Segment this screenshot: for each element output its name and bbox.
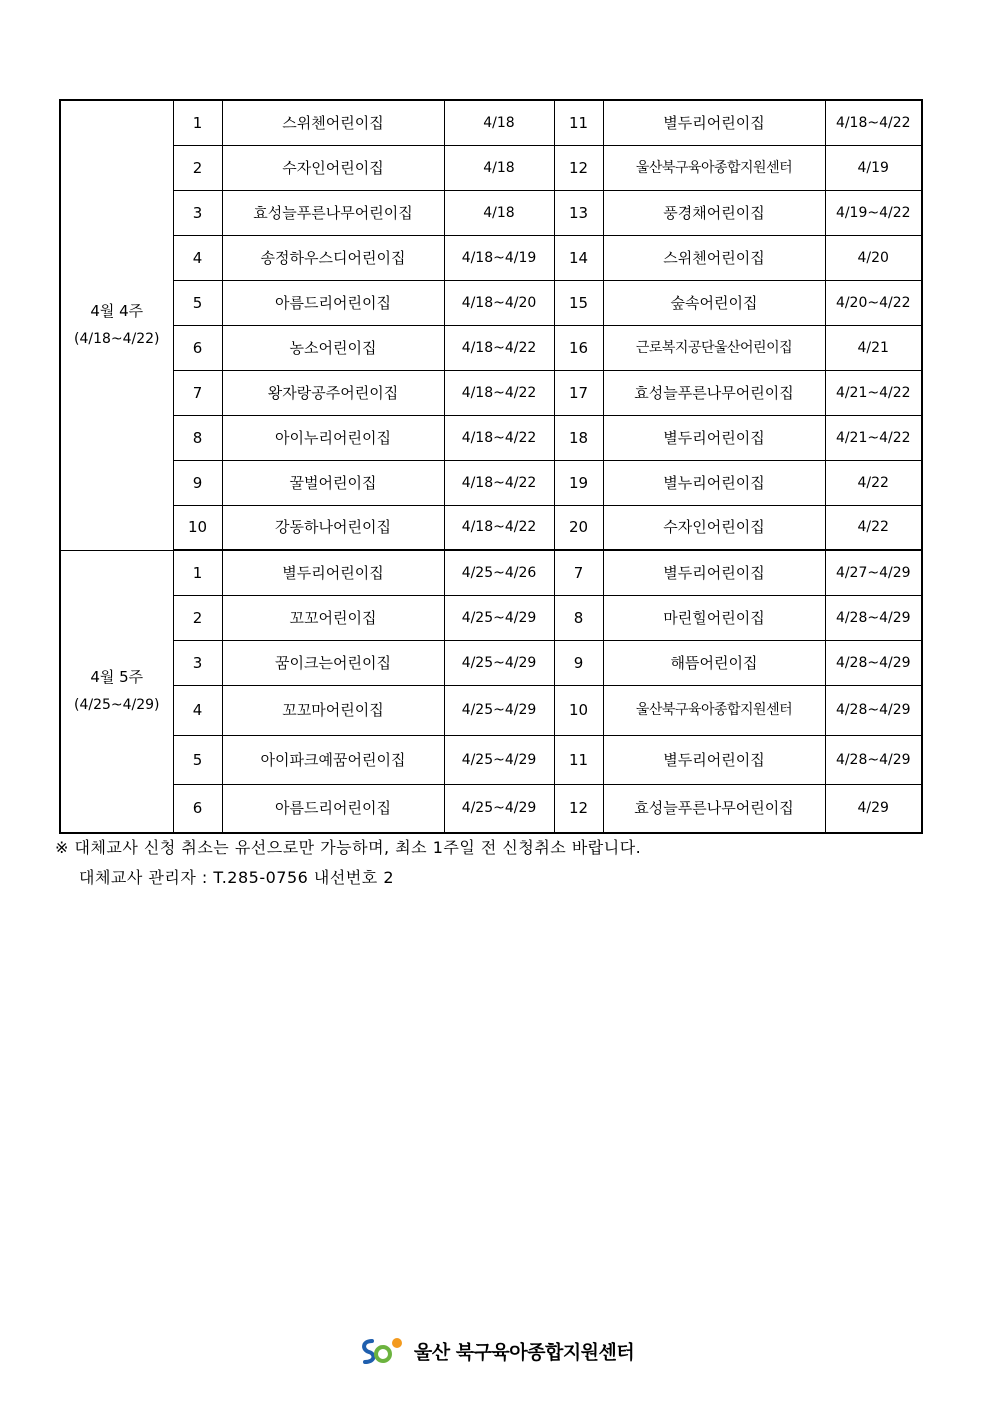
left-number-cell: 2 (173, 145, 222, 190)
right-number-cell: 9 (554, 640, 603, 685)
left-daycare-name-cell: 아름드리어린이집 (222, 784, 444, 833)
left-date-cell: 4/18~4/19 (444, 235, 554, 280)
right-date-cell: 4/21 (825, 325, 922, 370)
left-daycare-name-cell: 별두리어린이집 (222, 550, 444, 595)
right-daycare-name-cell: 울산북구육아종합지원센터 (603, 145, 825, 190)
week-range: (4/25~4/29) (73, 697, 160, 714)
footer (0, 1335, 992, 1367)
left-date-cell: 4/25~4/29 (444, 640, 554, 685)
table-row (60, 415, 922, 460)
left-date-cell: 4/25~4/29 (444, 735, 554, 784)
left-number-cell: 3 (173, 640, 222, 685)
left-date-cell: 4/25~4/29 (444, 595, 554, 640)
right-date-cell: 4/27~4/29 (825, 550, 922, 595)
right-date-cell: 4/21~4/22 (825, 370, 922, 415)
week-cell (60, 100, 173, 550)
substitute-teacher-schedule-table (59, 99, 923, 834)
right-number-cell: 16 (554, 325, 603, 370)
left-daycare-name-cell: 강동하나어린이집 (222, 505, 444, 550)
right-number-cell: 20 (554, 505, 603, 550)
left-daycare-name-cell: 꿈이크는어린이집 (222, 640, 444, 685)
right-daycare-name-cell: 스위첸어린이집 (603, 235, 825, 280)
right-daycare-name-cell: 효성늘푸른나무어린이집 (603, 784, 825, 833)
week-label: 4월 4주 (90, 302, 144, 321)
right-daycare-name-cell: 풍경채어린이집 (603, 190, 825, 235)
center-logo-icon (358, 1335, 404, 1367)
week-cell (60, 550, 173, 833)
left-number-cell: 3 (173, 190, 222, 235)
left-number-cell: 9 (173, 460, 222, 505)
right-number-cell: 13 (554, 190, 603, 235)
right-daycare-name-cell: 근로복지공단울산어린이집 (603, 325, 825, 370)
left-date-cell: 4/18~4/22 (444, 460, 554, 505)
right-daycare-name-cell: 별두리어린이집 (603, 100, 825, 145)
right-date-cell: 4/20 (825, 235, 922, 280)
left-date-cell: 4/18~4/22 (444, 370, 554, 415)
right-date-cell: 4/28~4/29 (825, 595, 922, 640)
left-number-cell: 1 (173, 100, 222, 145)
right-number-cell: 7 (554, 550, 603, 595)
right-daycare-name-cell: 수자인어린이집 (603, 505, 825, 550)
left-number-cell: 5 (173, 735, 222, 784)
table-row (60, 190, 922, 235)
table-row (60, 280, 922, 325)
table-row (60, 505, 922, 550)
manager-contact-note: 대체교사 관리자 : T.285-0756 내선번호 2 (79, 868, 395, 887)
right-number-cell: 11 (554, 100, 603, 145)
left-number-cell: 4 (173, 685, 222, 735)
table-row (60, 685, 922, 735)
right-number-cell: 18 (554, 415, 603, 460)
left-daycare-name-cell: 아이파크예꿈어린이집 (222, 735, 444, 784)
left-date-cell: 4/18 (444, 100, 554, 145)
org-name: 울산 북구육아종합지원센터 (413, 1341, 635, 1364)
left-number-cell: 7 (173, 370, 222, 415)
left-daycare-name-cell: 아름드리어린이집 (222, 280, 444, 325)
left-number-cell: 4 (173, 235, 222, 280)
left-daycare-name-cell: 꼬꼬어린이집 (222, 595, 444, 640)
left-daycare-name-cell: 수자인어린이집 (222, 145, 444, 190)
table-row (60, 784, 922, 833)
right-daycare-name-cell: 숲속어린이집 (603, 280, 825, 325)
left-date-cell: 4/18~4/22 (444, 415, 554, 460)
table-row (60, 235, 922, 280)
table-row (60, 100, 922, 145)
left-number-cell: 10 (173, 505, 222, 550)
left-daycare-name-cell: 아이누리어린이집 (222, 415, 444, 460)
left-number-cell: 1 (173, 550, 222, 595)
table-row (60, 145, 922, 190)
left-date-cell: 4/18 (444, 145, 554, 190)
left-date-cell: 4/18~4/22 (444, 325, 554, 370)
left-date-cell: 4/18~4/22 (444, 505, 554, 550)
right-date-cell: 4/28~4/29 (825, 685, 922, 735)
table-row (60, 325, 922, 370)
left-date-cell: 4/25~4/26 (444, 550, 554, 595)
left-number-cell: 8 (173, 415, 222, 460)
schedule-table-body (60, 100, 922, 833)
right-date-cell: 4/29 (825, 784, 922, 833)
table-row (60, 550, 922, 595)
right-daycare-name-cell: 별두리어린이집 (603, 550, 825, 595)
left-daycare-name-cell: 꼬꼬마어린이집 (222, 685, 444, 735)
table-row (60, 370, 922, 415)
right-date-cell: 4/22 (825, 505, 922, 550)
right-date-cell: 4/19~4/22 (825, 190, 922, 235)
left-date-cell: 4/25~4/29 (444, 685, 554, 735)
right-daycare-name-cell: 울산북구육아종합지원센터 (603, 685, 825, 735)
table-row (60, 460, 922, 505)
right-daycare-name-cell: 해뜸어린이집 (603, 640, 825, 685)
right-date-cell: 4/28~4/29 (825, 735, 922, 784)
left-daycare-name-cell: 송정하우스디어린이집 (222, 235, 444, 280)
left-number-cell: 5 (173, 280, 222, 325)
right-number-cell: 11 (554, 735, 603, 784)
table-row (60, 735, 922, 784)
right-date-cell: 4/19 (825, 145, 922, 190)
right-date-cell: 4/20~4/22 (825, 280, 922, 325)
right-date-cell: 4/18~4/22 (825, 100, 922, 145)
left-number-cell: 2 (173, 595, 222, 640)
right-number-cell: 12 (554, 784, 603, 833)
left-daycare-name-cell: 왕자랑공주어린이집 (222, 370, 444, 415)
right-number-cell: 17 (554, 370, 603, 415)
cancellation-note: ※ 대체교사 신청 취소는 유선으로만 가능하며, 최소 1주일 전 신청취소 바랍니다. (55, 838, 642, 857)
right-number-cell: 14 (554, 235, 603, 280)
week-range: (4/18~4/22) (73, 331, 160, 348)
left-date-cell: 4/25~4/29 (444, 784, 554, 833)
right-date-cell: 4/28~4/29 (825, 640, 922, 685)
left-daycare-name-cell: 농소어린이집 (222, 325, 444, 370)
left-daycare-name-cell: 스위첸어린이집 (222, 100, 444, 145)
left-date-cell: 4/18~4/20 (444, 280, 554, 325)
week-label: 4월 5주 (90, 668, 144, 687)
left-number-cell: 6 (173, 325, 222, 370)
right-daycare-name-cell: 별두리어린이집 (603, 735, 825, 784)
table-row (60, 595, 922, 640)
right-number-cell: 19 (554, 460, 603, 505)
left-date-cell: 4/18 (444, 190, 554, 235)
right-number-cell: 12 (554, 145, 603, 190)
left-number-cell: 6 (173, 784, 222, 833)
table-row (60, 640, 922, 685)
right-date-cell: 4/22 (825, 460, 922, 505)
right-number-cell: 10 (554, 685, 603, 735)
right-number-cell: 15 (554, 280, 603, 325)
right-daycare-name-cell: 효성늘푸른나무어린이집 (603, 370, 825, 415)
right-date-cell: 4/21~4/22 (825, 415, 922, 460)
right-number-cell: 8 (554, 595, 603, 640)
notes (55, 833, 641, 893)
left-daycare-name-cell: 효성늘푸른나무어린이집 (222, 190, 444, 235)
right-daycare-name-cell: 별두리어린이집 (603, 415, 825, 460)
left-daycare-name-cell: 꿀벌어린이집 (222, 460, 444, 505)
right-daycare-name-cell: 별누리어린이집 (603, 460, 825, 505)
right-daycare-name-cell: 마린힐어린이집 (603, 595, 825, 640)
